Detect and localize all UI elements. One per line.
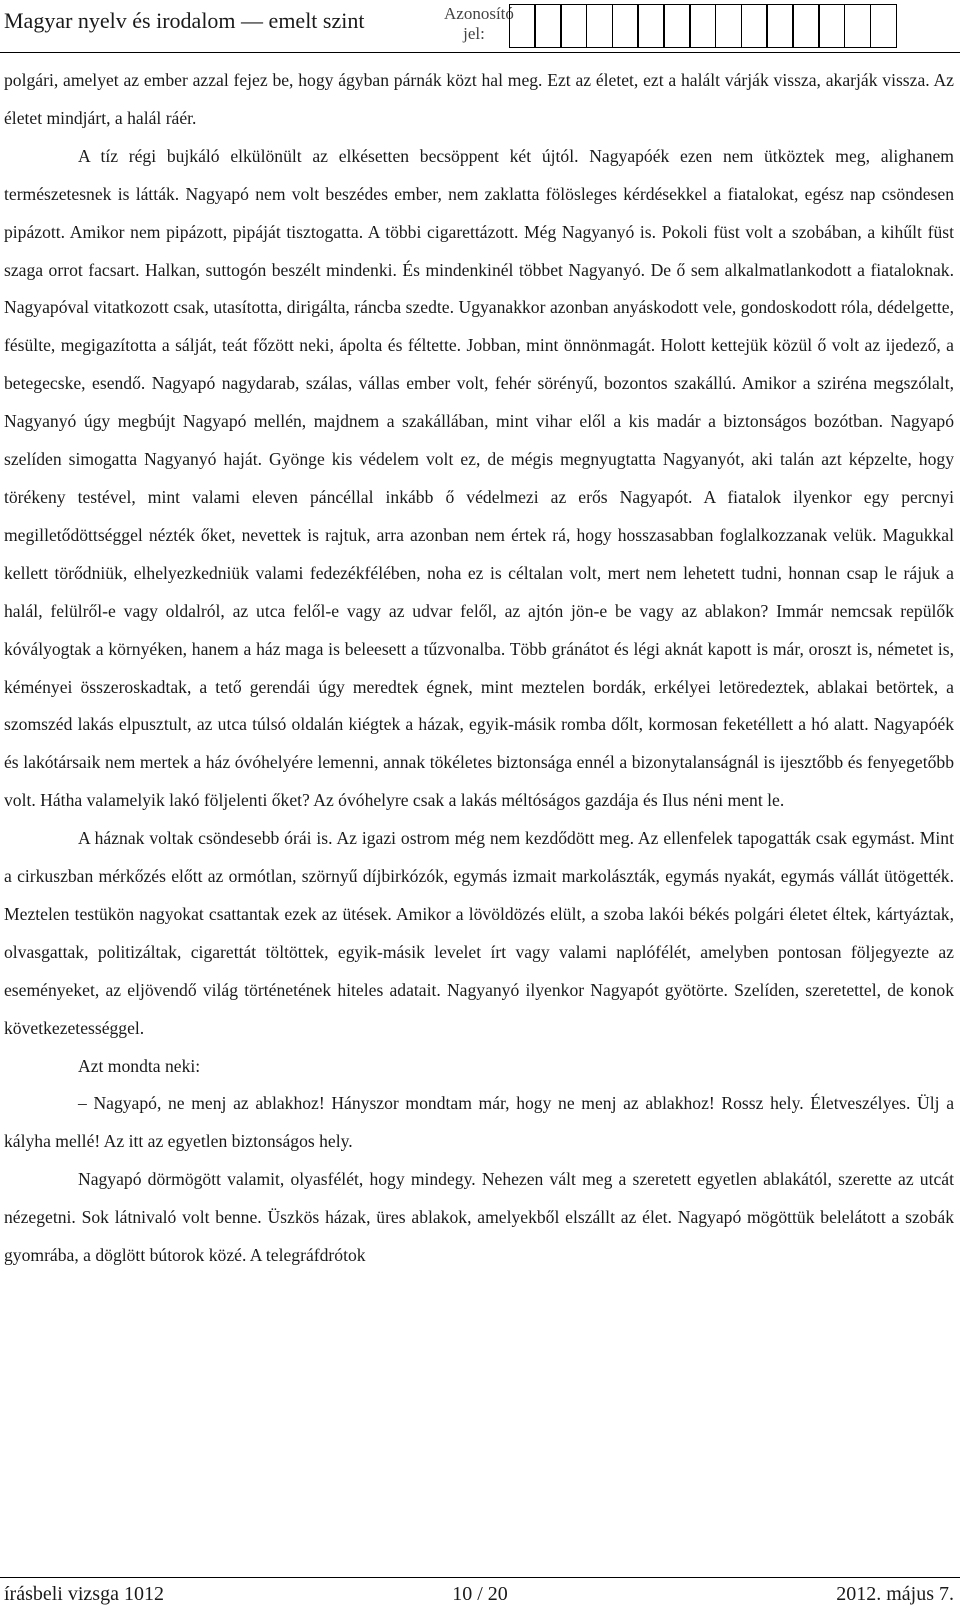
exam-code: írásbeli vizsga 1012 (4, 1583, 164, 1605)
paragraph: Azt mondta neki: (78, 1055, 201, 1076)
id-label-line1: Azonosító (444, 4, 514, 23)
id-code-box[interactable] (715, 4, 742, 48)
id-code-box[interactable] (870, 4, 897, 48)
page-number: 10 / 20 (452, 1583, 508, 1605)
header-divider (0, 52, 960, 53)
footer-divider (0, 1577, 960, 1578)
id-code-boxes[interactable] (510, 4, 897, 48)
page-header (0, 0, 960, 52)
paragraph: A tíz régi bujkáló elkülönült az elkésetten becsöppent két újtól. Nagyapóék ezen nem ütköztek meg, alighanem természetesnek is látták. Nagyapó nem volt beszédes ember, nem zaklatta fölösleges kérdésekkel a fiatalokat, egész nap csöndesen pipázott. Amikor nem pipázott, pipáját tisztogatta. A többi cigarettázott. Még Nagyanyó is. Pokoli füst volt a szobában, a kihűlt füst szaga orrot facsart. Halkan, suttogón beszélt mindenki. És mindenkinél többet Nagyanyó. De ő sem alkalmatlankodott a fiataloknak. Nagyapóval vitatkozott csak, utasította, dirigálta, ráncba szedte. Ugyanakkor azonban anyáskodott vele, gondoskodott róla, dédelgette, fésülte, megigazította a sálját, teát főzött neki, ápolta és féltette. Jobban, mint önnönmagát. Holott kettejük közül ő volt az ijedező, a betegecske, esendő. Nagyapó nagydarab, szálas, vállas ember volt, fehér sörényű, bozontos szakállú. Amikor a sziréna megszólalt, Nagyanyó úgy megbújt Nagyapó mellén, majdnem a szakállában, mint vihar elől a kis madár a biztonságos bozótban. Nagyapó szelíden simogatta Nagyanyó haját. Gyönge kis védelem volt ez, de mégis megnyugtatta Nagyanyót, aki talán azt képzelte, hogy törékeny testével, mint valami eleven páncéllal inkább ő védelmezi az erős Nagyapót. A fiatalok ilyenkor egy percnyi megilletődöttséggel nézték őket, nevettek is rajtuk, arra azonban nem értek rá, hogy hosszasabban foglalkozzanak velük. Magukkal kellett törődniük, elhelyezkedniük valami fedezékfélében, noha ez is céltalan volt, mert nem lehetett tudni, honnan csap le rájuk a halál, felülről-e vagy oldalról, az utca felől-e vagy az udvar felől, az ajtón jön-e be vagy az ablakon? Immár nemcsak repülők kóvályogtak a környéken, hanem a ház maga is beleesett a tűzvonalba. Több gránátot és légi aknát kapott is már, oroszt is, németet is, kéményei összeroskadtak, a tető gerendái úgy meredtek égnek, mint meztelen bordák, erkélyei letöredeztek, ablakai betörtek, a szomszéd lakás elpusztult, az utca túlsó oldalán kiégtek a házak, egyik-másik romba dőlt, kormosan feketéllett a hó alatt. Nagyapóék és lakótársaik nem mertek a ház óvóhelyére lemenni, annak tökéletes biztonsága ennél a bizonytalanságnál is ijesztőbb és fenyegetőbb volt. Hátha valamelyik lakó följelenti őket? Az óvóhelyre csak a lakás méltóságos gazdája és Ilus néni ment le. (4, 145, 954, 811)
id-code-box[interactable] (612, 4, 639, 48)
id-code-box[interactable] (663, 4, 690, 48)
exam-title: Magyar nyelv és irodalom — emelt szint (4, 8, 365, 33)
id-code-box[interactable] (560, 4, 587, 48)
id-label-line2: jel: (463, 24, 485, 43)
id-code-box[interactable] (766, 4, 793, 48)
id-code-box[interactable] (689, 4, 716, 48)
paragraph: – Nagyapó, ne menj az ablakhoz! Hányszor mondtam már, hogy ne menj az ablakhoz! Rossz hely. Életveszélyes. Ülj a kályha mellé! Az itt az egyetlen biztonságos hely. (4, 1093, 954, 1152)
id-code-box[interactable] (741, 4, 768, 48)
id-code-box[interactable] (534, 4, 561, 48)
id-label (444, 4, 514, 44)
exam-date: 2012. május 7. (836, 1583, 954, 1605)
id-code-box[interactable] (586, 4, 613, 48)
id-code-box[interactable] (509, 4, 536, 48)
text-body (4, 62, 954, 1275)
id-code-box[interactable] (637, 4, 664, 48)
paragraph: Nagyapó dörmögött valamit, olyasfélét, hogy mindegy. Nehezen vált meg a szeretett egyetlen ablakától, szerette az utcát nézegetni. Sok látnivaló volt benne. Üszkös házak, üres ablakok, amelyekből elszállt az élet. Nagyapó mögöttük belelátott a szobák gyomrába, a döglött bútorok közé. A telegráfdrótok (4, 1169, 954, 1266)
paragraph: A háznak voltak csöndesebb órái is. Az igazi ostrom még nem kezdődött meg. Az ellenfelek tapogatták csak egymást. Mint a cirkuszban mérkőzés előtt az ormótlan, szörnyű díjbirkózók, egymás izmait markolászták, egymás nyakát, egymás vállát ütögették. Meztelen testükön nagyokat csattantak ezek az ütések. Amikor a lövöldözés elült, a szoba lakói békés polgári életet éltek, kártyáztak, olvasgattak, politizáltak, cigarettát töltöttek, egyik-másik levelet írt vagy valami naplófélét, amelyben pontosan följegyezte az eseményeket, az eljövendő világ történetének hiteles adatait. Nagyanyó ilyenkor Nagyapót gyötörte. Szelíden, szeretettel, de konok következetességgel. (4, 828, 954, 1038)
paragraph: polgári, amelyet az ember azzal fejez be, hogy ágyban párnák közt hal meg. Ezt az életet, ezt a halált várják vissza, akarják vissza. Az életet mindjárt, a halál ráér. (4, 70, 954, 128)
id-code-box[interactable] (792, 4, 819, 48)
id-code-box[interactable] (844, 4, 871, 48)
id-code-box[interactable] (818, 4, 845, 48)
page-footer (0, 1583, 960, 1609)
